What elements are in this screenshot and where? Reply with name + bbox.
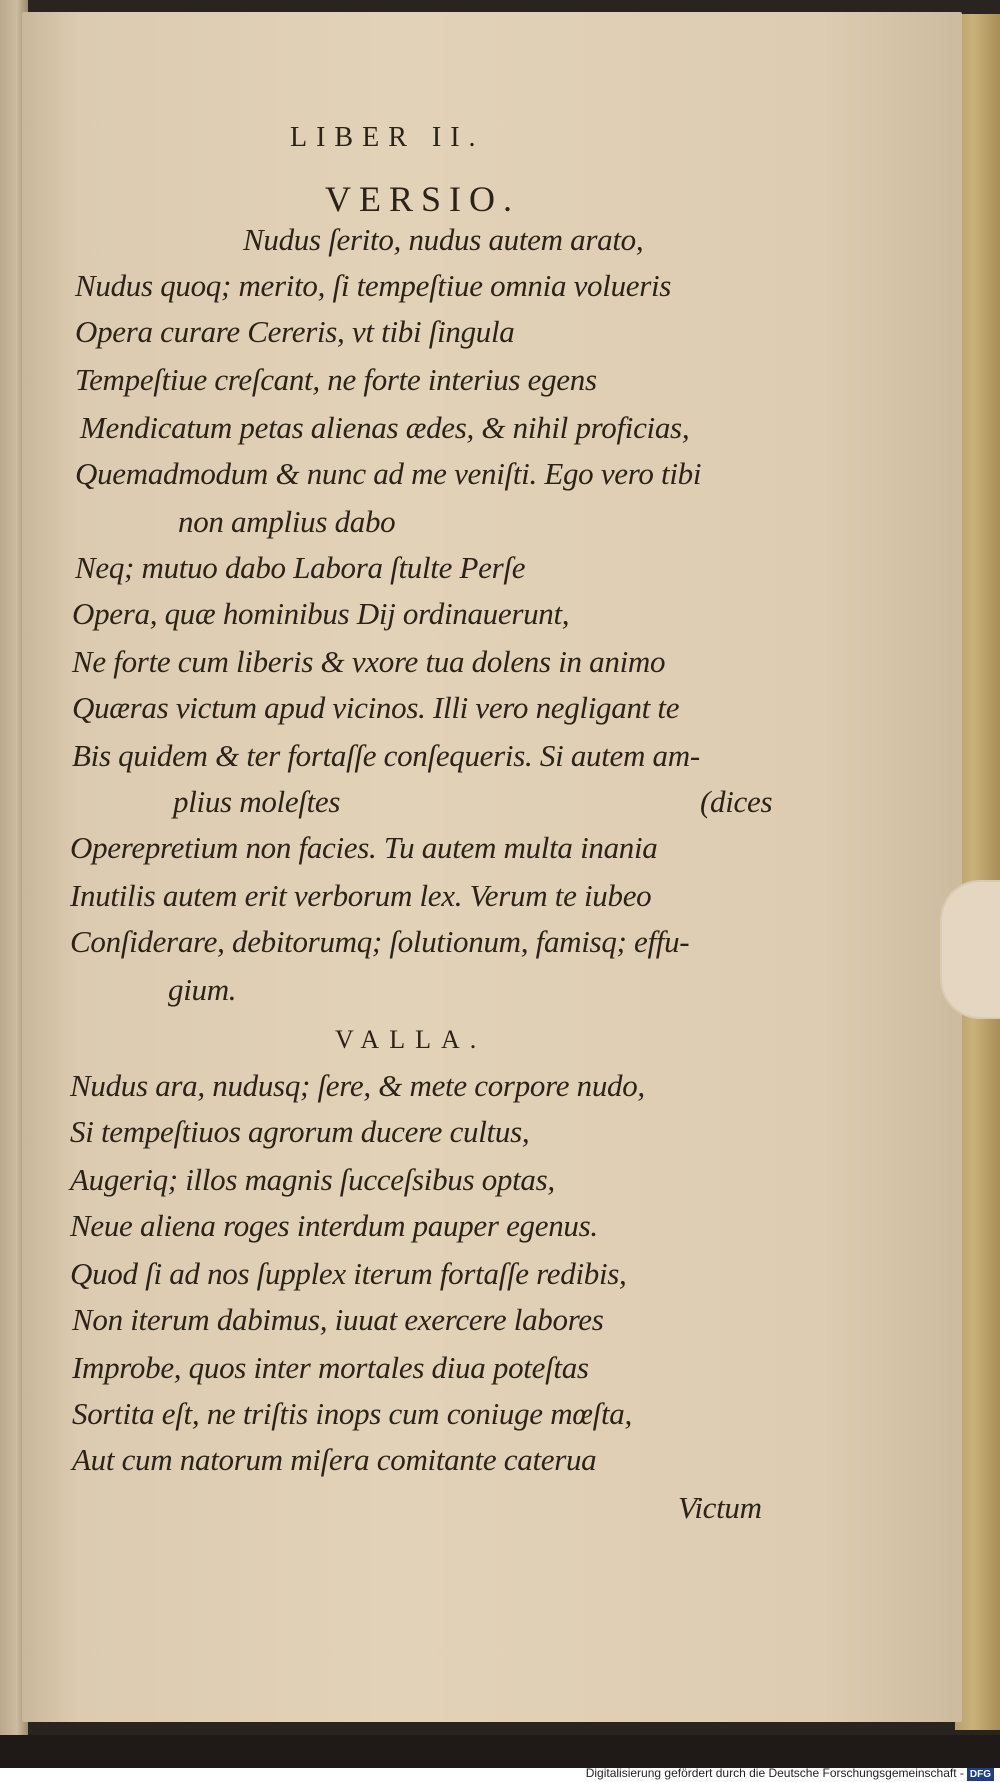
text-line: Opera curare Cereris, vt tibi ſingula bbox=[75, 314, 515, 349]
text-line: (dices bbox=[700, 784, 773, 819]
text-line: Non iterum dabimus, iuuat exercere labores bbox=[72, 1302, 604, 1337]
text-line: Operepretium non facies. Tu autem multa inania bbox=[70, 830, 658, 865]
text-line: Opera, quæ hominibus Dij ordinauerunt, bbox=[72, 596, 570, 631]
text-line: Inutilis autem erit verborum lex. Verum te iubeo bbox=[70, 878, 652, 913]
text-line: Ne forte cum liberis & vxore tua dolens in animo bbox=[72, 644, 666, 679]
text-line: Conſiderare, debitorumq; ſolutionum, famisq; effu- bbox=[70, 924, 690, 959]
text-line: Nudus quoq; merito, ſi tempeſtiue omnia volueris bbox=[75, 268, 672, 303]
text-line: plius moleſtes bbox=[173, 784, 341, 819]
text-line: Quæras victum apud vicinos. Illi vero negligant te bbox=[72, 690, 680, 725]
section-heading-versio: VERSIO. bbox=[325, 179, 521, 219]
text-line: Sortita eſt, ne triſtis inops cum coniuge mœſta, bbox=[72, 1396, 632, 1431]
text-line: Nudus ara, nudusq; ſere, & mete corpore nudo, bbox=[70, 1068, 645, 1103]
text-line: non amplius dabo bbox=[178, 504, 396, 539]
text-line: Nudus ſerito, nudus autem arato, bbox=[243, 222, 644, 257]
running-header: LIBER II. bbox=[290, 122, 485, 153]
text-line: Augeriq; illos magnis ſucceſsibus optas, bbox=[70, 1162, 555, 1197]
text-line: Quemadmodum & nunc ad me veniſti. Ego vero tibi bbox=[75, 456, 702, 491]
text-line: Tempeſtiue creſcant, ne forte interius egens bbox=[75, 362, 597, 397]
text-line: Improbe, quos inter mortales diua poteſtas bbox=[72, 1350, 589, 1385]
text-line: Neq; mutuo dabo Labora ſtulte Perſe bbox=[75, 550, 526, 585]
text-line: Mendicatum petas alienas ædes, & nihil proficias, bbox=[80, 410, 690, 445]
text-line: Aut cum natorum miſera comitante caterua bbox=[72, 1442, 597, 1477]
text-line: Bis quidem & ter fortaſſe conſequeris. Si autem am- bbox=[72, 738, 700, 773]
section-heading-valla: VALLA. bbox=[335, 1025, 487, 1054]
text-line: Quod ſi ad nos ſupplex iterum fortaſſe redibis, bbox=[70, 1256, 627, 1291]
text-line: gium. bbox=[168, 972, 237, 1007]
digitization-credit bbox=[586, 1765, 994, 1782]
catchword: Victum bbox=[678, 1490, 762, 1525]
text-line: Si tempeſtiuos agrorum ducere cultus, bbox=[70, 1114, 530, 1149]
dfg-logo: DFG bbox=[967, 1768, 994, 1781]
scan-bottom-strip bbox=[0, 1735, 1000, 1768]
credit-text: Digitalisierung gefördert durch die Deutsche Forschungsgemeinschaft - bbox=[585, 1766, 964, 1780]
text-line: Neue aliena roges interdum pauper egenus. bbox=[70, 1208, 598, 1243]
